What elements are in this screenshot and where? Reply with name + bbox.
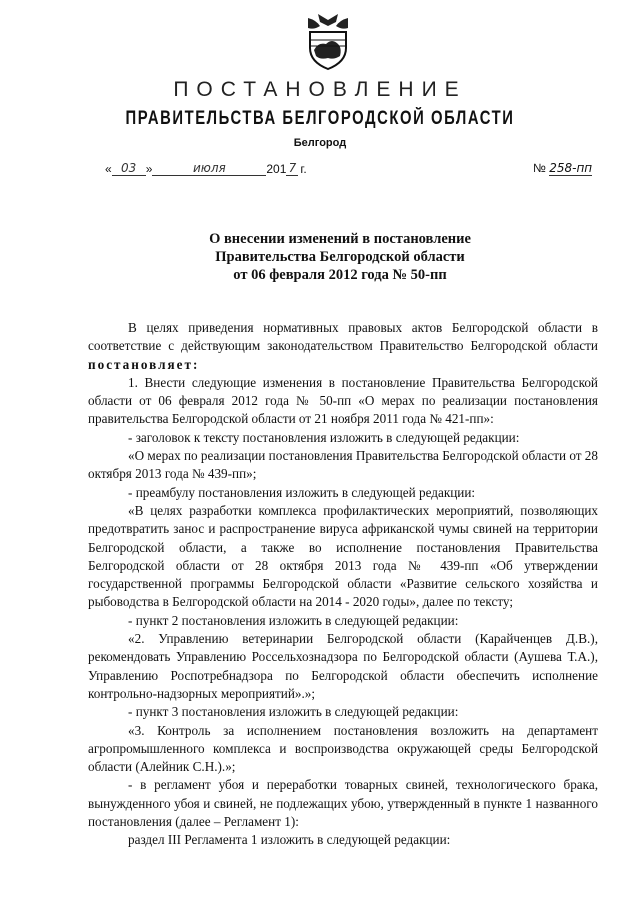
date-close-quote: » — [145, 162, 153, 176]
number-value: 258-пп — [549, 161, 593, 175]
subject-line: О внесении изменений в постановление — [209, 231, 471, 247]
date-year-end: г. — [300, 162, 307, 176]
body-paragraph: раздел III Регламента 1 изложить в следующей редакции: — [128, 832, 451, 848]
decree-word: постановляет: — [88, 356, 200, 372]
date-day: 03 — [112, 161, 146, 176]
issuing-authority: ПРАВИТЕЛЬСТВА БЕЛГОРОДСКОЙ ОБЛАСТИ — [125, 108, 515, 129]
number-prefix: № — [533, 161, 546, 175]
body-paragraph: «О мерах по реализации постановления Правительства Белгородской области от 28 октября 2013 года № 439-пп»; — [88, 448, 598, 482]
date-year-suffix: 7 — [286, 161, 298, 176]
city-name: Белгород — [293, 137, 347, 149]
date-open-quote: « — [105, 162, 112, 176]
body-paragraph: - пункт 3 постановления изложить в следующей редакции: — [128, 704, 459, 720]
date-year-prefix: 201 — [266, 162, 287, 176]
body-paragraph: - пункт 2 постановления изложить в следующей редакции: — [128, 612, 459, 628]
preamble-text: В целях приведения нормативных правовых актов Белгородской области в соответствие с действующим законодательством Правительство Белгородской области — [88, 320, 598, 354]
document-type-title: ПОСТАНОВЛЕНИЕ — [173, 78, 467, 101]
body-paragraph: «3. Контроль за исполнением постановления возложить на департамент агропромышленного комплекса и воспроизводства окружающей среды Белгородской области (Алейник С.Н.).»; — [88, 722, 598, 775]
body-paragraph: 1. Внести следующие изменения в постановление Правительства Белгородской области от 06 февраля 2012 года № 50-пп «О мерах по реализации постановления правительства Белгородской области от 21 ноября 2011 года № 421-пп»: — [88, 374, 598, 427]
coat-of-arms-emblem — [302, 8, 354, 72]
body-paragraph: «В целях разработки комплекса профилактических мероприятий, позволяющих предотвратить занос и распространение вируса африканской чумы свиней на территории Белгородской области, а также во исполнение постановления Правительства Белгородской области от 28 октября 2013 года № 439-пп «Об утверждении государственной программы Белгородской области «Развитие сельского хозяйства и рыбоводства в Белгородской области на 2014 - 2020 годы», далее по тексту; — [88, 502, 598, 610]
document-subject — [140, 230, 540, 284]
body-paragraph — [88, 319, 598, 374]
document-body — [88, 319, 598, 850]
body-paragraph: - в регламент убоя и переработки товарных свиней, технологического брака, вынужденного убоя и свиней, не подлежащих убою, утвержденный в пункте 1 названного постановления (далее – Регламент 1): — [88, 777, 598, 830]
body-paragraph: - преамбулу постановления изложить в следующей редакции: — [128, 484, 476, 500]
document-date — [105, 161, 307, 176]
date-month: июля — [152, 161, 266, 176]
body-paragraph: «2. Управлению ветеринарии Белгородской области (Карайченцев Д.В.), рекомендовать Управлению Россельхознадзора по Белгородской области (Аушева Т.А.), Управлению Роспотребнадзора по Белгородской области обеспечить исполнение контрольно-надзорных мероприятий».»; — [88, 631, 598, 701]
document-number — [533, 161, 592, 175]
subject-line: от 06 февраля 2012 года № 50-пп — [233, 267, 447, 283]
body-paragraph: - заголовок к тексту постановления изложить в следующей редакции: — [128, 429, 520, 445]
subject-line: Правительства Белгородской области — [215, 249, 465, 265]
